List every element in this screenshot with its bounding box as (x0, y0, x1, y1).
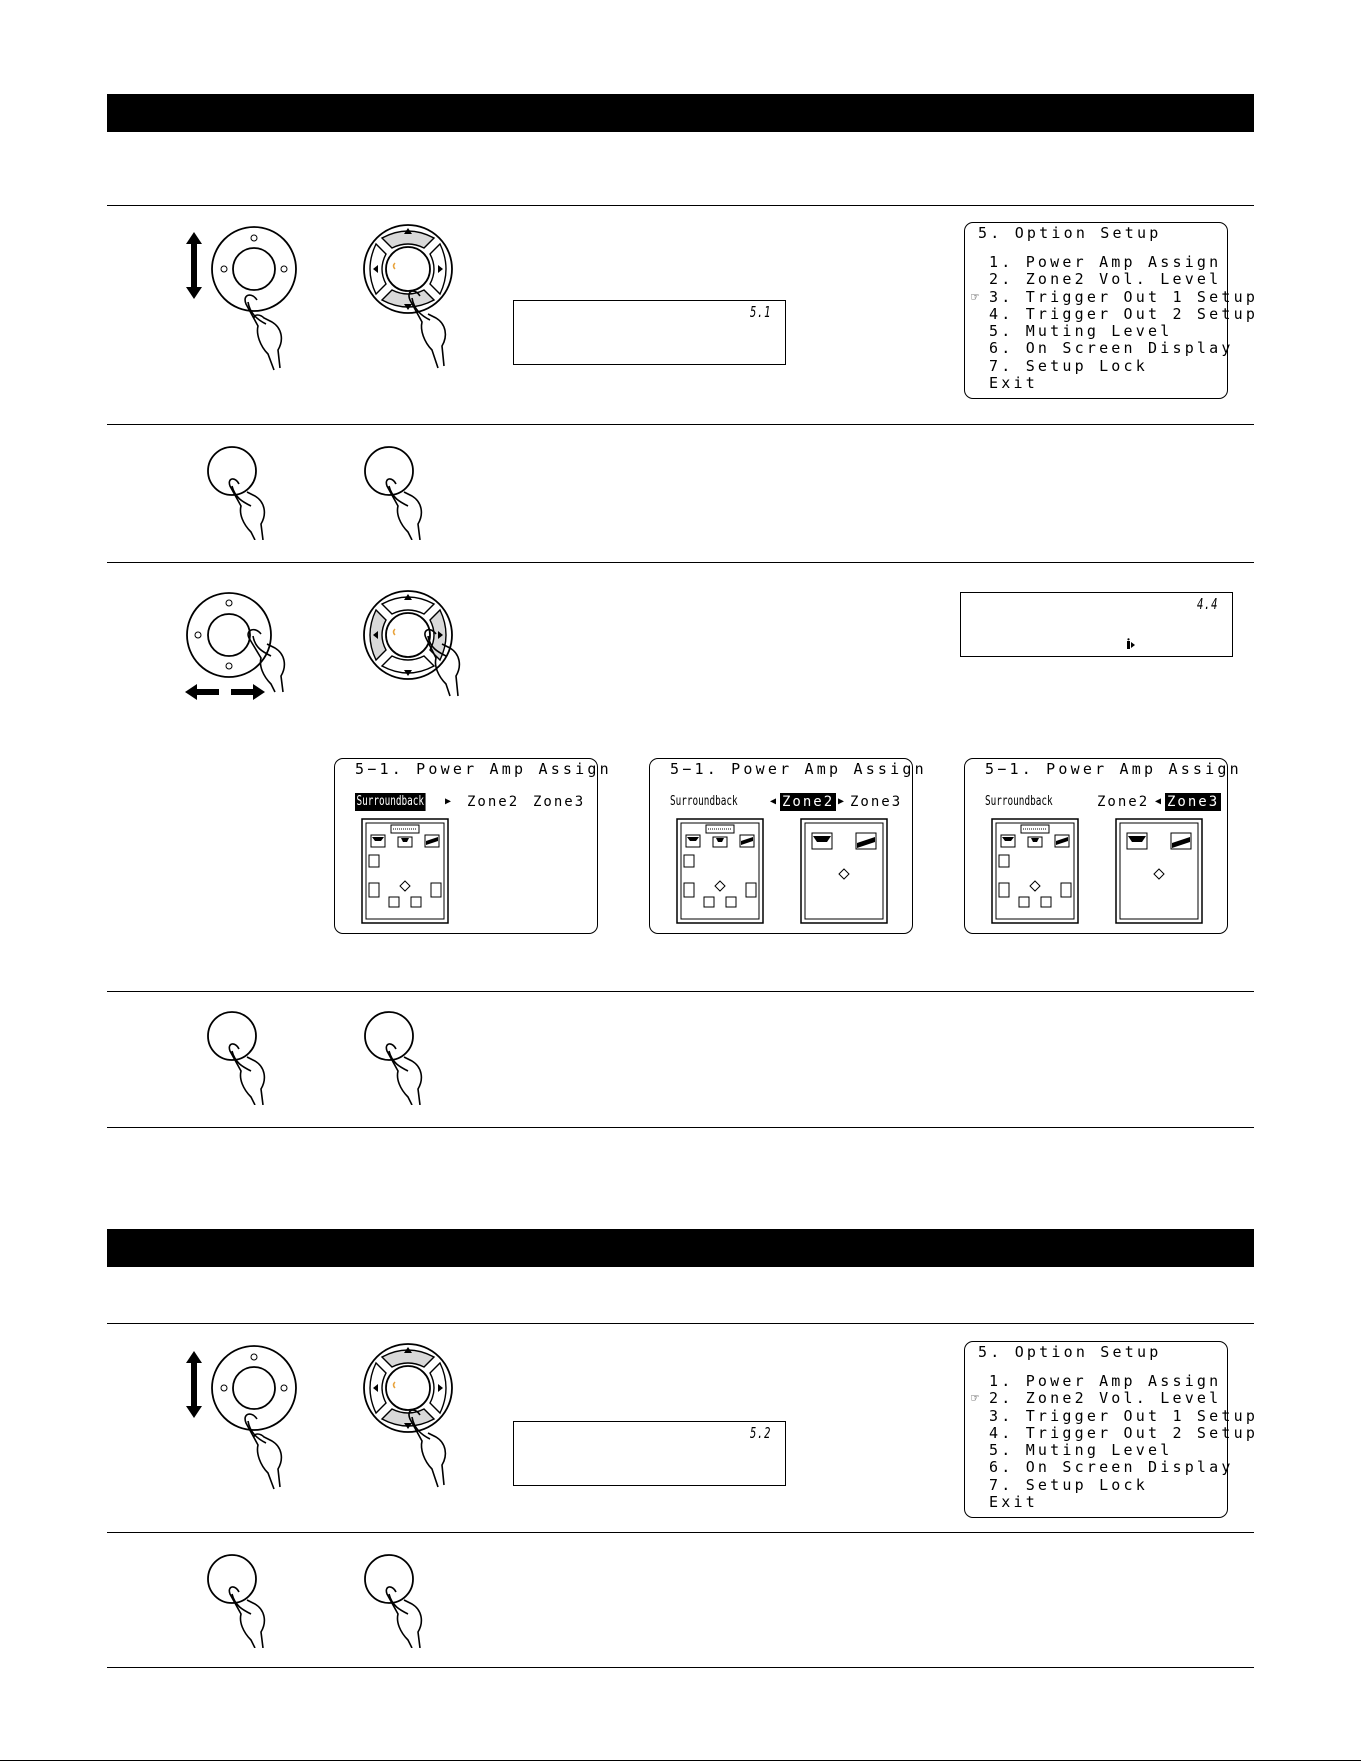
enter-button-press-icon (205, 1548, 305, 1648)
power-amp-assign-screen-zone2 (649, 758, 927, 934)
option-zone2[interactable]: Zone2 (1097, 794, 1150, 810)
option-surroundback-selected[interactable]: Surroundback (356, 794, 425, 809)
display-code: 4.4 (1196, 595, 1218, 613)
divider (107, 1667, 1254, 1668)
arrow-left-icon: ◀ (770, 796, 777, 807)
menu-item-trigger-out-2-setup[interactable]: 4. Trigger Out 2 Setup (989, 304, 1259, 323)
front-display-panel (513, 300, 786, 365)
divider (107, 1532, 1254, 1533)
front-display-panel (513, 1421, 786, 1486)
indicator-icon (1126, 638, 1136, 650)
divider (107, 1127, 1254, 1128)
divider (107, 205, 1254, 206)
section-header-bar-2 (107, 1229, 1254, 1267)
screen-title: 5−1. Power Amp Assign (670, 760, 927, 778)
menu-item-exit[interactable]: Exit (989, 1493, 1038, 1512)
display-code: 5.1 (749, 303, 771, 321)
menu-item-trigger-out-2-setup[interactable]: 4. Trigger Out 2 Setup (989, 1423, 1259, 1442)
screen-title: 5−1. Power Amp Assign (355, 760, 612, 778)
menu-title: 5. Option Setup (978, 1343, 1162, 1361)
page-bottom-rule (0, 1760, 1361, 1761)
menu-item-zone2-vol-level[interactable]: 2. Zone2 Vol. Level (989, 270, 1222, 289)
option-setup-menu-screen (964, 1341, 1259, 1518)
option-setup-menu-screen (964, 222, 1259, 399)
power-amp-assign-screen-zone3 (964, 758, 1242, 934)
section-header-bar-1 (107, 94, 1254, 132)
option-zone3[interactable]: Zone3 (533, 794, 586, 810)
option-zone3[interactable]: Zone3 (850, 794, 903, 810)
jog-dial-up-down-icon (180, 1341, 320, 1491)
cursor-pad-left-right-icon (340, 588, 480, 738)
menu-item-muting-level[interactable]: 5. Muting Level (989, 322, 1173, 341)
menu-item-setup-lock[interactable]: 7. Setup Lock (989, 356, 1148, 375)
option-zone2-selected[interactable]: Zone2 (782, 794, 835, 810)
jog-dial-left-right-icon (185, 588, 325, 738)
option-surroundback[interactable]: Surroundback (985, 794, 1053, 809)
enter-button-press-icon (362, 440, 462, 540)
arrow-left-icon: ◀ (1155, 796, 1162, 807)
enter-button-press-icon (205, 1005, 305, 1105)
enter-button-press-icon (205, 440, 305, 540)
divider (107, 1323, 1254, 1324)
divider (107, 991, 1254, 992)
option-zone3-selected[interactable]: Zone3 (1167, 794, 1220, 810)
menu-item-exit[interactable]: Exit (989, 374, 1038, 393)
screen-title: 5−1. Power Amp Assign (985, 760, 1242, 778)
menu-item-on-screen-display[interactable]: 6. On Screen Display (989, 339, 1234, 358)
cursor-pad-down-icon (340, 1341, 480, 1491)
pointer-hand-icon: ☞ (971, 1391, 979, 1407)
display-code: 5.2 (749, 1424, 771, 1442)
option-surroundback[interactable]: Surroundback (670, 794, 738, 809)
front-display-panel (960, 592, 1233, 657)
cursor-pad-down-icon (340, 222, 480, 372)
jog-dial-up-down-icon (180, 222, 320, 372)
arrow-right-icon: ▶ (838, 796, 845, 807)
divider (107, 424, 1254, 425)
menu-item-muting-level[interactable]: 5. Muting Level (989, 1441, 1173, 1460)
speaker-layout-7ch-icon (335, 759, 599, 935)
speaker-layout-icons (650, 759, 914, 935)
speaker-layout-icons (965, 759, 1229, 935)
enter-button-press-icon (362, 1548, 462, 1648)
menu-item-trigger-out-1-setup[interactable]: 3. Trigger Out 1 Setup (989, 1406, 1259, 1425)
option-zone2[interactable]: Zone2 (467, 794, 520, 810)
pointer-hand-icon: ☞ (971, 289, 979, 305)
menu-item-setup-lock[interactable]: 7. Setup Lock (989, 1475, 1148, 1494)
menu-item-zone2-vol-level[interactable]: ☞ 2. Zone2 Vol. Level (971, 1389, 1222, 1408)
power-amp-assign-screen-surroundback (334, 758, 612, 934)
enter-button-press-icon (362, 1005, 462, 1105)
divider (107, 562, 1254, 563)
menu-title: 5. Option Setup (978, 224, 1162, 242)
menu-item-trigger-out-1-setup[interactable]: ☞ 3. Trigger Out 1 Setup (971, 287, 1259, 306)
menu-item-power-amp-assign[interactable]: 1. Power Amp Assign (989, 253, 1222, 271)
menu-item-power-amp-assign[interactable]: 1. Power Amp Assign (989, 1372, 1222, 1390)
menu-item-on-screen-display[interactable]: 6. On Screen Display (989, 1458, 1234, 1477)
arrow-right-icon: ▶ (445, 796, 452, 807)
